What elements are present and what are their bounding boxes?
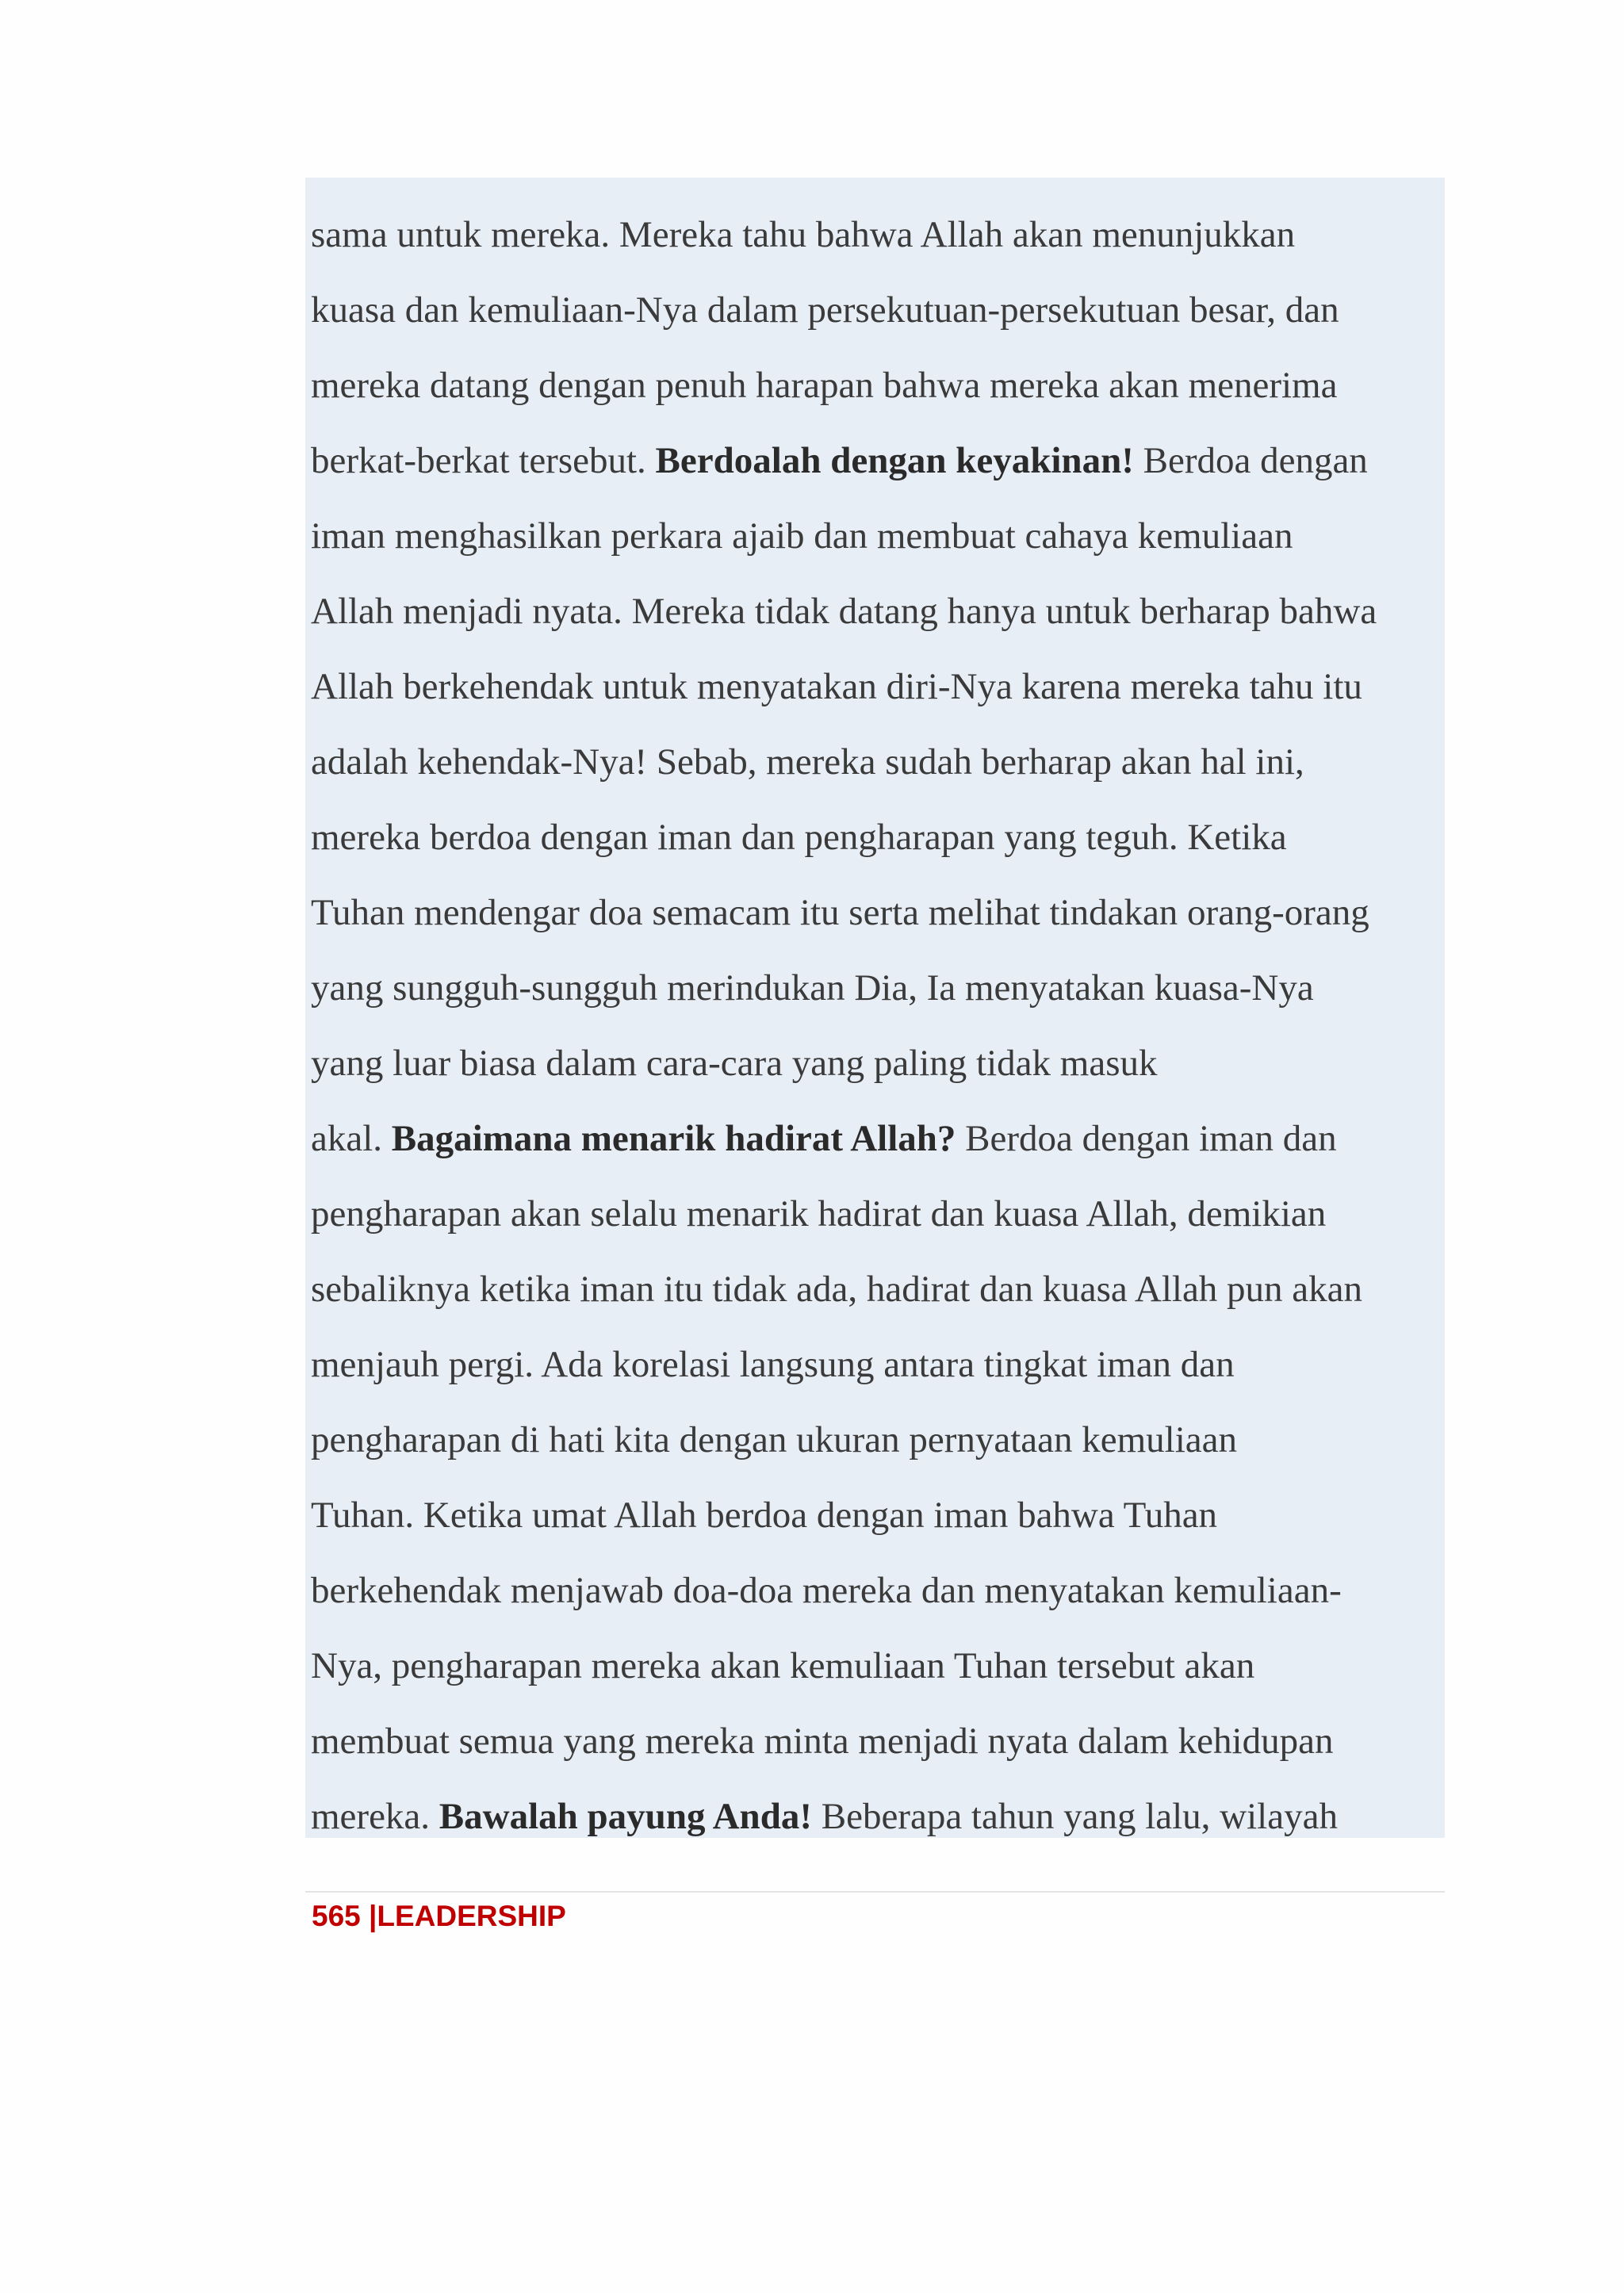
text-line: berkehendak menjawab doa-doa mereka dan menyatakan kemuliaan- (311, 1570, 1342, 1611)
page-footer: 565 |LEADERSHIP (312, 1900, 566, 1932)
text-line: Tuhan mendengar doa semacam itu serta melihat tindakan orang-orang (311, 892, 1369, 933)
footer-divider (305, 1891, 1445, 1893)
text-line: sama untuk mereka. Mereka tahu bahwa Allah akan menunjukkan (311, 214, 1296, 255)
text-line: sebaliknya ketika iman itu tidak ada, hadirat dan kuasa Allah pun akan (311, 1269, 1363, 1310)
text-line: akal. Bagaimana menarik hadirat Allah? Berdoa dengan iman dan (311, 1118, 1337, 1159)
text-line: yang luar biasa dalam cara-cara yang paling tidak masuk (311, 1043, 1158, 1084)
bold-heading: Bawalah payung Anda! (439, 1796, 812, 1837)
text-line: Tuhan. Ketika umat Allah berdoa dengan iman bahwa Tuhan (311, 1495, 1218, 1536)
text-line: berkat-berkat tersebut. Berdoalah dengan keyakinan! Berdoa dengan (311, 440, 1368, 481)
bold-heading: Berdoalah dengan keyakinan! (655, 440, 1134, 481)
text-line: yang sungguh-sungguh merindukan Dia, Ia menyatakan kuasa-Nya (311, 967, 1314, 1009)
text-line: Allah berkehendak untuk menyatakan diri-Nya karena mereka tahu itu (311, 666, 1362, 707)
body-text-block (305, 178, 1445, 1838)
text-line: mereka datang dengan penuh harapan bahwa mereka akan menerima (311, 365, 1338, 406)
text-line: pengharapan di hati kita dengan ukuran pernyataan kemuliaan (311, 1419, 1238, 1460)
text-line: membuat semua yang mereka minta menjadi nyata dalam kehidupan (311, 1721, 1334, 1762)
text-line: iman menghasilkan perkara ajaib dan membuat cahaya kemuliaan (311, 515, 1293, 557)
text-line: Allah menjadi nyata. Mereka tidak datang hanya untuk berharap bahwa (311, 591, 1377, 632)
text-line: Nya, pengharapan mereka akan kemuliaan Tuhan tersebut akan (311, 1645, 1255, 1686)
text-line: adalah kehendak-Nya! Sebab, mereka sudah berharap akan hal ini, (311, 741, 1304, 783)
bold-heading: Bagaimana menarik hadirat Allah? (391, 1118, 956, 1159)
text-line: kuasa dan kemuliaan-Nya dalam persekutuan-persekutuan besar, dan (311, 289, 1339, 331)
text-line: pengharapan akan selalu menarik hadirat dan kuasa Allah, demikian (311, 1193, 1327, 1235)
text-line: menjauh pergi. Ada korelasi langsung antara tingkat iman dan (311, 1344, 1235, 1385)
text-line: mereka. Bawalah payung Anda! Beberapa tahun yang lalu, wilayah (311, 1796, 1338, 1837)
text-line: mereka berdoa dengan iman dan pengharapan yang teguh. Ketika (311, 817, 1287, 858)
